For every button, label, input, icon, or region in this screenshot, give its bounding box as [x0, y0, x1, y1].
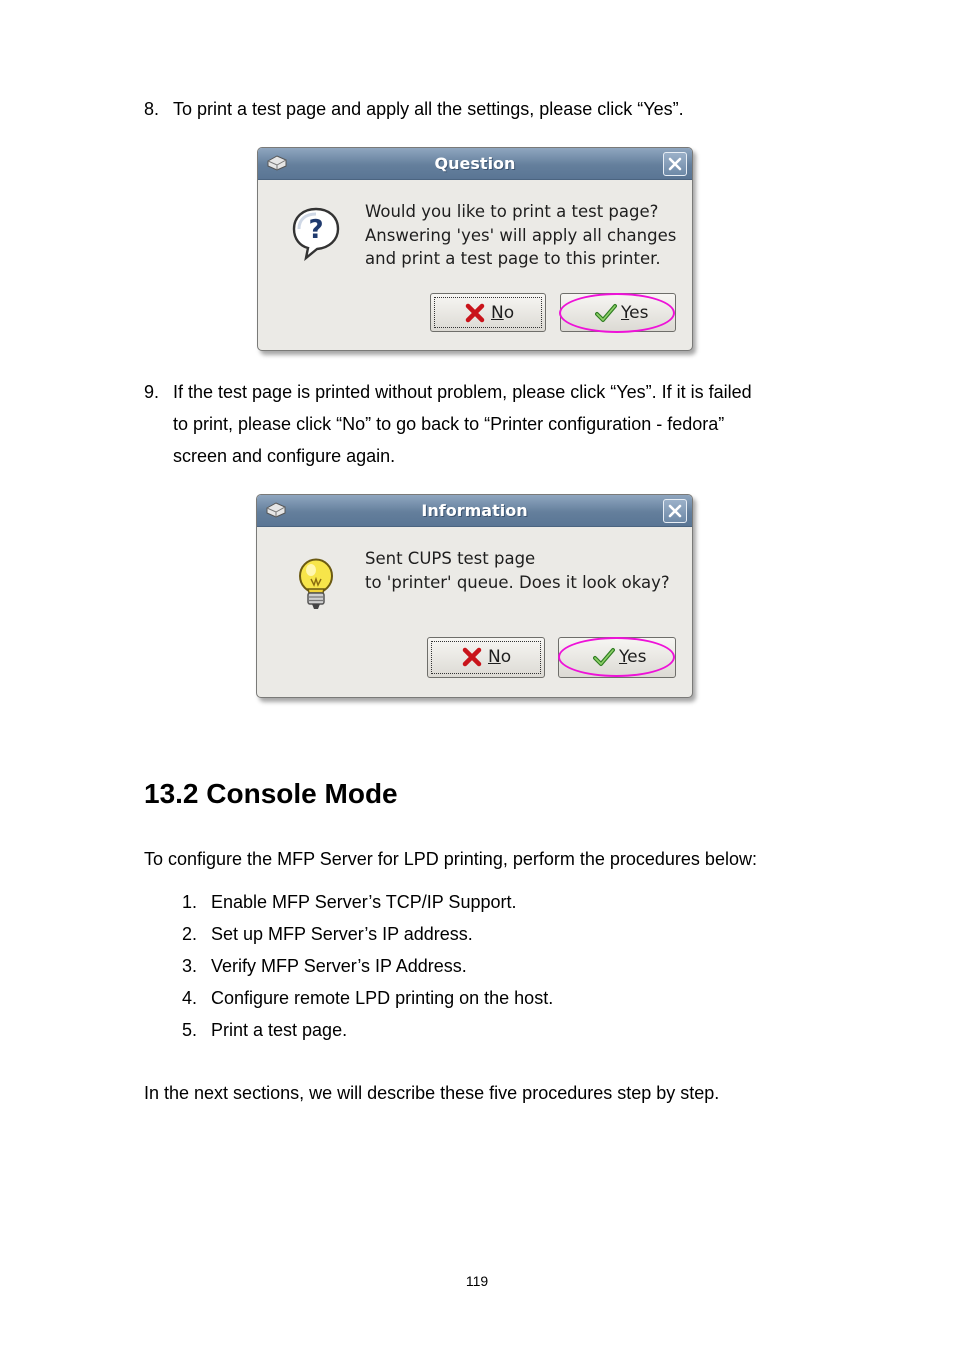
information-dialog: [256, 494, 693, 698]
dialog-title: Question: [434, 154, 516, 173]
step-number: 9.: [144, 382, 160, 402]
checkmark-icon: [595, 303, 617, 323]
close-icon: [668, 504, 682, 518]
question-icon: [291, 205, 341, 261]
yes-button-label: Yes: [621, 303, 649, 323]
dialog-message: Sent CUPS test page to 'printer' queue. Does it look okay?: [365, 549, 670, 592]
dialog-title: Information: [421, 501, 528, 520]
no-button-label: No: [488, 647, 512, 667]
no-button[interactable]: [427, 637, 545, 678]
dialog-message: Would you like to print a test page? Answering 'yes' will apply all changes and print a test page to this printer.: [365, 202, 677, 268]
intro-paragraph: To configure the MFP Server for LPD printing, perform the procedures below:: [144, 849, 757, 869]
dialog-titlebar: [258, 148, 692, 180]
step-number: 8.: [144, 99, 160, 119]
svg-text:?: ?: [308, 215, 324, 245]
close-button[interactable]: [663, 499, 687, 523]
step-text: If the test page is printed without problem, please click “Yes”. If it is failed to print, please click “No” to go back to “Printer configuration - fedora” screen and configure again.: [173, 382, 752, 466]
question-dialog: [257, 147, 693, 351]
yes-button[interactable]: [560, 293, 676, 332]
close-button[interactable]: [663, 152, 687, 176]
dialog-titlebar: [257, 495, 692, 527]
x-icon: [462, 647, 482, 667]
lightbulb-icon: [297, 557, 335, 613]
checkmark-icon: [593, 647, 615, 667]
yes-button-label: Yes: [619, 647, 647, 667]
section-heading: 13.2 Console Mode: [144, 778, 398, 809]
yes-button[interactable]: [558, 637, 676, 678]
x-icon: [465, 303, 485, 323]
no-button[interactable]: [430, 293, 546, 332]
step-text: To print a test page and apply all the settings, please click “Yes”.: [173, 99, 684, 119]
no-button-label: No: [491, 303, 515, 323]
page-number: 119: [465, 1273, 489, 1289]
close-icon: [668, 157, 682, 171]
closing-paragraph: In the next sections, we will describe these five procedures step by step.: [144, 1083, 720, 1103]
